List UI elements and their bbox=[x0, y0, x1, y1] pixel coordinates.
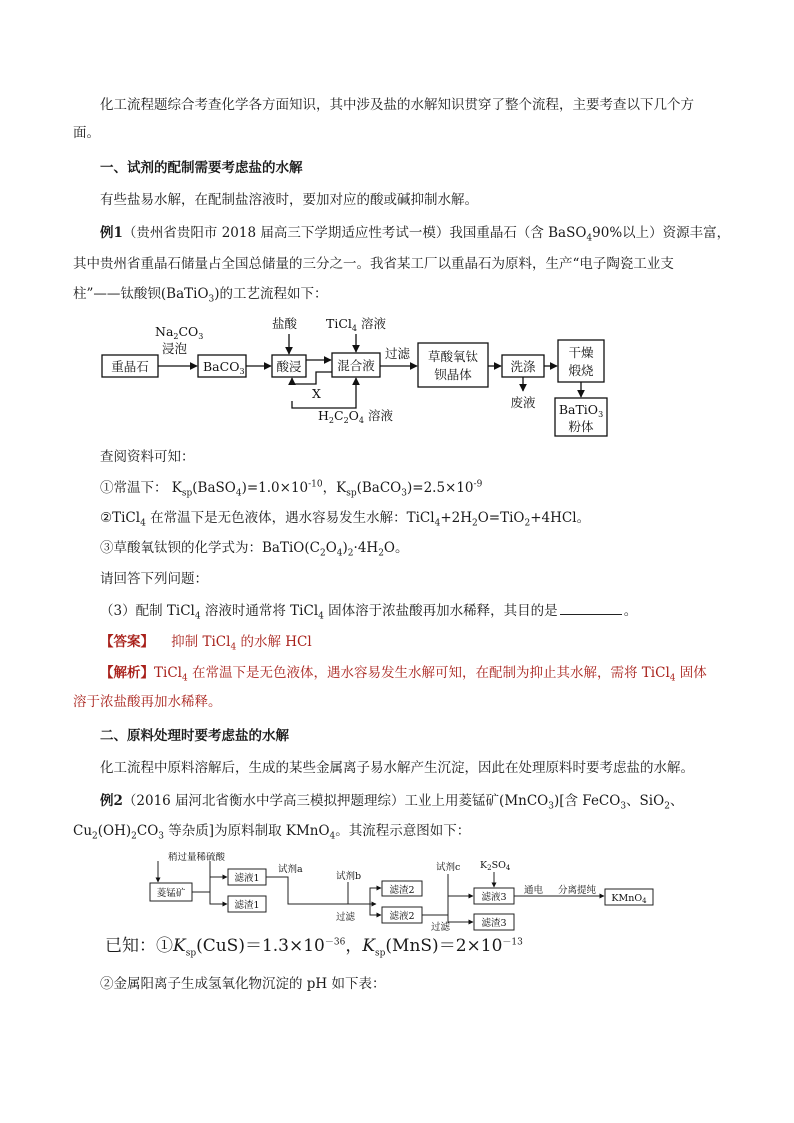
label-separate: 分离提纯 bbox=[558, 885, 597, 896]
flow-diagram-1 bbox=[100, 308, 620, 440]
label-acid: 稍过量稀硫酸 bbox=[168, 852, 226, 863]
section2-text: 化工流程中原料溶解后，生成的某些金属离子易水解产生沉淀，因此在处理原料时要考虑盐的水解。 bbox=[100, 760, 694, 776]
analysis1-line-1: 【解析】TiCl$_4$ 在常温下是无色液体，遇水容易发生水解可知，在配制为抑止其水解，需将 TiCl$_4$ 固体 bbox=[100, 665, 707, 684]
label-waste: 废液 bbox=[510, 395, 536, 410]
label-dry: 干燥 bbox=[568, 345, 594, 360]
label-filter: 过滤 bbox=[385, 346, 411, 361]
label-electrolysis: 通电 bbox=[524, 885, 544, 896]
label-acid-leach: 酸浸 bbox=[276, 359, 302, 374]
section1-heading: 一、试剂的配制需要考虑盐的水解 bbox=[100, 160, 303, 176]
label-na2co3: $Na_2CO_3$ bbox=[155, 324, 204, 341]
section1-text: 有些盐易水解，在配制盐溶液时，要加对应的酸或碱抑制水解。 bbox=[100, 192, 478, 208]
label-ticl4: TiCl$_4$ 溶液 bbox=[326, 316, 386, 333]
label-filtrate1: 滤液1 bbox=[234, 873, 260, 884]
info1-item-1: ①常温下： $K_{sp}(BaSO_4)=1.0\times 10^{-10}$，$K_{sp}(BaCO_3)=2.5\times 10^{-9}$ bbox=[100, 479, 483, 499]
info1-item-3: ③草酸氧钛钡的化学式为：$BaTiO(C_2O_4)_2\cdot 4H_2O$。 bbox=[100, 540, 409, 559]
label-calcine: 煅烧 bbox=[568, 363, 594, 378]
label-residue2: 滤渣2 bbox=[389, 885, 415, 896]
label-product-1: BaTiO$_3$ bbox=[558, 402, 604, 419]
info1-item-2: ②TiCl$_4$ 在常温下是无色液体，遇水容易发生水解：$TiCl_4+2H_2O=TiO_2+4HCl$。 bbox=[100, 510, 591, 529]
label-baco3: BaCO$_3$ bbox=[203, 359, 245, 376]
analysis1-line-2: 溶于浓盐酸再加水稀释。 bbox=[73, 694, 222, 710]
label-wash: 洗涤 bbox=[510, 359, 536, 374]
label-oxalate-1: 草酸氧钛 bbox=[427, 349, 479, 364]
label-mixed: 混合液 bbox=[337, 358, 375, 373]
example2-line-1: 例2（2016 届河北省衡水中学高三模拟押题理综）工业上用菱锰矿(MnCO$_3$)[含 FeCO$_3$、SiO$_2$、 bbox=[100, 793, 684, 812]
label-barite: 重晶石 bbox=[111, 359, 149, 374]
example2-line-2: $Cu_2(OH)_2CO_3$ 等杂质]为原料制取 KMnO$_4$。其流程示意图如下： bbox=[73, 823, 471, 842]
label-hcl: 盐酸 bbox=[272, 316, 298, 331]
label-filtrate3: 滤液3 bbox=[481, 892, 507, 903]
label-reagent-c: 试剂c bbox=[436, 862, 461, 873]
answer-blank[interactable] bbox=[560, 602, 622, 615]
known2-line-2: ②金属阳离子生成氢氧化物沉淀的 pH 如下表： bbox=[100, 976, 386, 992]
label-x: X bbox=[312, 386, 321, 401]
label-kmno4: KMnO$_4$ bbox=[611, 893, 647, 905]
example1-line-1: 例1（贵州省贵阳市 2018 届高三下学期适应性考试一模）我国重晶石（含 BaSO$_4$90%以上）资源丰富， bbox=[100, 225, 731, 244]
label-filter1: 过滤 bbox=[336, 912, 356, 923]
intro-line-2: 面。 bbox=[73, 125, 100, 141]
section2-heading: 二、原料处理时要考虑盐的水解 bbox=[100, 728, 289, 744]
label-filter2: 过滤 bbox=[431, 922, 451, 933]
example1-line-2: 其中贵州省重晶石储量占全国总储量的三分之一。我省某工厂以重晶石为原料，生产“电子陶瓷工业支 bbox=[73, 256, 674, 272]
label-oxalate-2: 钡晶体 bbox=[434, 367, 472, 382]
label-reagent-a: 试剂a bbox=[278, 864, 303, 875]
label-k2so4: $K_2SO_4$ bbox=[480, 860, 511, 872]
arrow-h2c2o4 bbox=[292, 378, 356, 408]
question1-q3: （3）配制 TiCl$_4$ 溶液时通常将 TiCl$_4$ 固体溶于浓盐酸再加水稀释，其目的是 。 bbox=[100, 603, 638, 622]
label-reagent-b: 试剂b bbox=[336, 871, 362, 882]
info1-title: 查阅资料可知： bbox=[100, 449, 195, 465]
label-ore: 菱锰矿 bbox=[156, 888, 186, 899]
flow-diagram-2 bbox=[148, 852, 688, 934]
known2-line-1: 已知：$①K_{sp}(CuS)=1.3\times 10^{-36}$，$K_{sp}(MnS)=2\times 10^{-13}$ bbox=[105, 936, 523, 959]
intro-line-1: 化工流程题综合考查化学各方面知识，其中涉及盐的水解知识贯穿了整个流程，主要考查以下几个方 bbox=[100, 97, 694, 113]
label-soak: 浸泡 bbox=[162, 341, 188, 356]
example1-line-3: 柱”——钛酸钡(BaTiO$_3$)的工艺流程如下： bbox=[73, 286, 328, 305]
label-filtrate2: 滤液2 bbox=[389, 911, 415, 922]
label-residue1: 滤渣1 bbox=[234, 900, 260, 911]
label-h2c2o4: $H_2C_2O_4$ 溶液 bbox=[318, 408, 393, 425]
label-residue3: 滤渣3 bbox=[481, 918, 507, 929]
question1-ask: 请回答下列问题： bbox=[100, 571, 208, 587]
label-product-2: 粉体 bbox=[568, 419, 594, 434]
answer1: 【答案】 抑制 TiCl$_4$ 的水解 HCl bbox=[100, 634, 312, 653]
